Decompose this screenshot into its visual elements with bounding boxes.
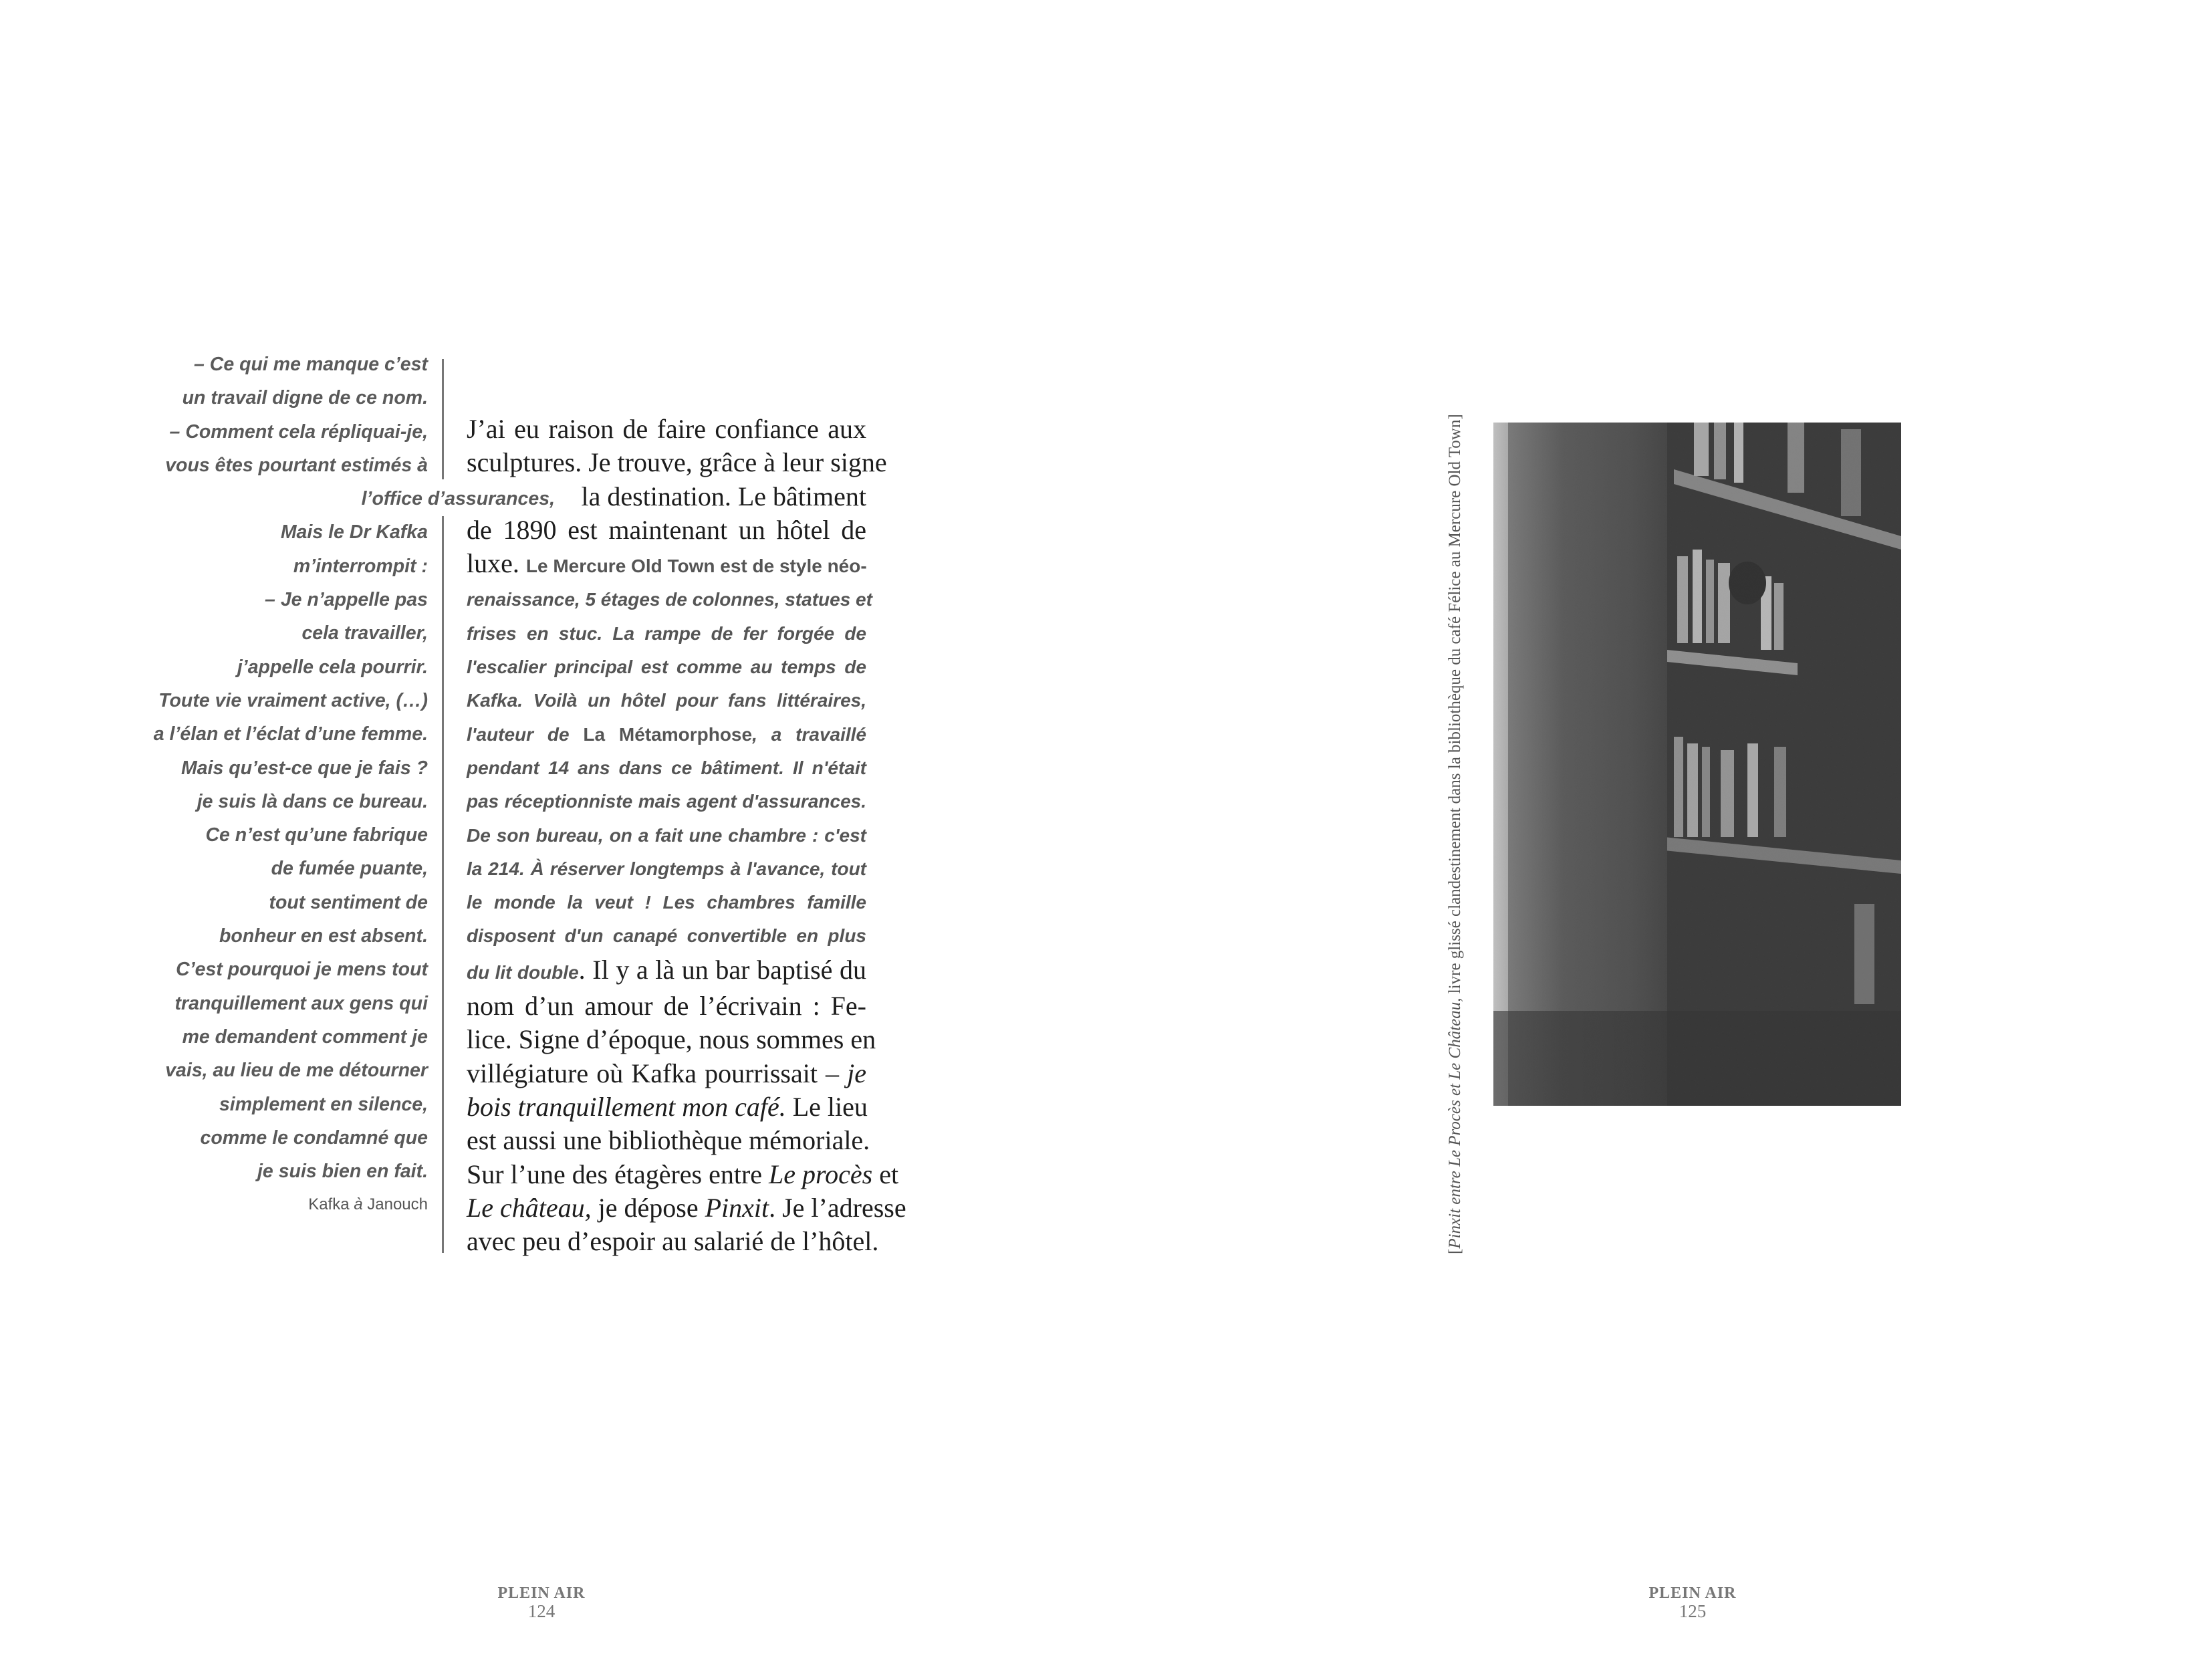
quote-line: – Ce qui me manque c’est [193, 354, 428, 375]
quote-line: vous êtes pourtant estimés à [165, 454, 428, 476]
body-line: pendant 14 ans dans ce bâtiment. Il n'était [467, 757, 866, 778]
page-number: 125 [1679, 1601, 1707, 1621]
body-line: nom d’un amour de l’écrivain : Fe- [467, 991, 866, 1022]
folio [1626, 1584, 1759, 1621]
body-line: villégiature où Kafka pourrissait – je [467, 1058, 866, 1088]
body-line: l'escalier principal est comme au temps de [467, 657, 866, 678]
quote-line: je suis là dans ce bureau. [197, 790, 428, 812]
body-line: disposent d'un canapé convertible en plus [467, 925, 866, 947]
bookshelf-photo [1493, 423, 1901, 1106]
body-line: sculptures. Je trouve, grâce à leur signe [467, 447, 887, 478]
folio [475, 1584, 608, 1621]
body-line: l'auteur de La Métamorphose, a travaillé [467, 723, 867, 745]
quote-line: comme le condamné que [200, 1127, 428, 1149]
quote-line: Ce n’est qu’une fabrique [205, 824, 428, 846]
quote-line: j’appelle cela pourrir. [237, 656, 428, 678]
bookshelf-photo-image [1493, 423, 1901, 1106]
quote-line: – Je n’appelle pas [265, 589, 428, 611]
body-line: Kafka. Voilà un hôtel pour fans littéraires, [467, 690, 866, 711]
quote-line: Mais le Dr Kafka [280, 521, 428, 544]
vertical-rule [442, 516, 444, 1253]
body-line: avec peu d’espoir au salarié de l’hôtel. [467, 1226, 879, 1257]
body-line: bois tranquillement mon café. Le lieu [467, 1091, 868, 1122]
quote-line: bonheur en est absent. [219, 925, 428, 947]
quote-attribution: Kafka à Janouch [308, 1195, 428, 1214]
right-page [1106, 0, 2212, 1658]
body-line: la 214. À réserver longtemps à l'avance, tout [467, 858, 866, 879]
body-line: pas réceptionniste mais agent d'assurances. [467, 791, 866, 812]
vertical-rule [442, 359, 444, 479]
body-line: de 1890 est maintenant un hôtel de [467, 514, 866, 545]
quote-line: cela travailler, [301, 622, 428, 644]
quote-line: a l’élan et l’éclat d’une femme. [153, 723, 428, 745]
body-text [467, 412, 906, 1258]
quote-line: me demandent comment je [182, 1026, 428, 1048]
page-number: 124 [527, 1601, 556, 1621]
body-line: J’ai eu raison de faire confiance aux [467, 414, 866, 444]
photo-caption: [Pinxit entre Le Procès et Le Château, livre glissé clandestinement dans la bibliothèque du café Félice au Mercure Old Town] [1446, 414, 1464, 1254]
quote-line: m’interrompit : [293, 555, 428, 577]
quote-line: de fumée puante, [271, 858, 428, 880]
quote-line: un travail digne de ce nom. [182, 387, 428, 409]
quote-line: je suis bien en fait. [257, 1161, 428, 1183]
body-line: le monde la veut ! Les chambres famille [467, 892, 866, 913]
body-line: luxe. Le Mercure Old Town est de style néo- [467, 548, 867, 579]
running-head: PLEIN AIR [1648, 1584, 1737, 1602]
body-line: lice. Signe d’époque, nous sommes en [467, 1024, 876, 1055]
body-line: Le château, je dépose Pinxit. Je l’adresse [467, 1192, 906, 1223]
quote-line: tout sentiment de [269, 891, 428, 913]
body-line: frises en stuc. La rampe de fer forgée de [467, 622, 866, 644]
quote-line: – Comment cela répliquai-je, [169, 421, 428, 443]
running-head: PLEIN AIR [497, 1584, 586, 1602]
quote-line: Toute vie vraiment active, (…) [158, 689, 428, 711]
body-line: est aussi une bibliothèque mémoriale. [467, 1125, 870, 1156]
body-line: De son bureau, on a fait une chambre : c'est [467, 824, 866, 846]
kafka-quote [100, 348, 555, 1222]
quote-line: tranquillement aux gens qui [174, 992, 428, 1014]
body-line: du lit double. Il y a là un bar baptisé du [467, 954, 866, 985]
quote-line: vais, au lieu de me détourner [165, 1060, 428, 1082]
body-line: renaissance, 5 étages de colonnes, statues et [467, 589, 872, 610]
quote-line: Mais qu’est-ce que je fais ? [180, 757, 428, 779]
quote-line: l’office d’assurances, [361, 488, 555, 510]
quote-line: C’est pourquoi je mens tout [176, 959, 428, 981]
body-line: Sur l’une des étagères entre Le procès et [467, 1159, 899, 1189]
quote-line: simplement en silence, [219, 1093, 428, 1115]
body-line: la destination. Le bâtiment [581, 481, 866, 511]
